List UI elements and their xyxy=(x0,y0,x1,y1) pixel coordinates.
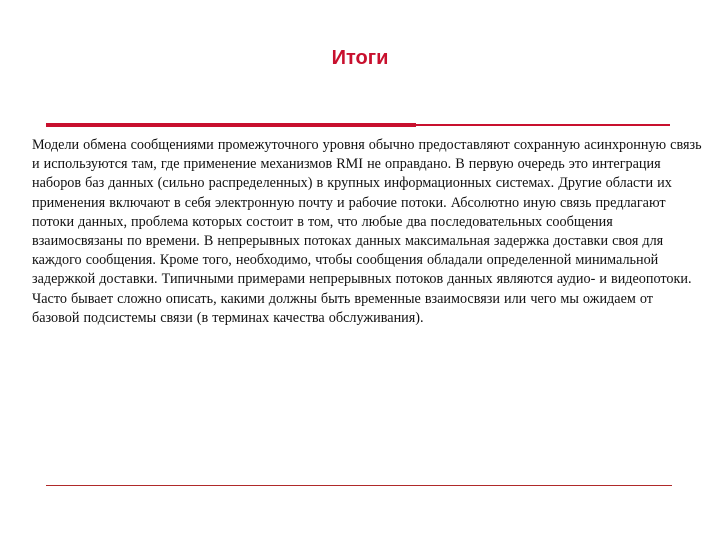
title-underline-thin xyxy=(416,124,670,126)
body-paragraph: Модели обмена сообщениями промежуточного уровня обычно предоставляют сохранную асинхронную связь и используются там, где применение механизмов RMI не оправдано. В первую очередь это интеграция наборов баз данных (сильно распределенных) в крупных информационных системах. Другие области их применения включают в себя электронную почту и рабочие потоки. Абсолютно иную связь предлагают потоки данных, проблема которых состоит в том, что любые два последовательных сообщения взаимосвязаны по времени. В непрерывных потоках данных максимальная задержка доставки своя для каждого сообщения. Кроме того, необходимо, чтобы сообщения обладали определенной минимальной задержкой доставки. Типичными примерами непрерывных потоков данных являются аудио- и видеопотоки. Часто бывает сложно описать, какими должны быть временные взаимосвязи или чего мы ожидаем от базовой подсистемы связи (в терминах качества обслуживания). xyxy=(32,137,702,326)
footer-rule xyxy=(46,485,672,486)
title-underline-thick xyxy=(46,123,416,127)
slide-title: Итоги xyxy=(331,47,389,69)
title-underline xyxy=(46,123,670,127)
